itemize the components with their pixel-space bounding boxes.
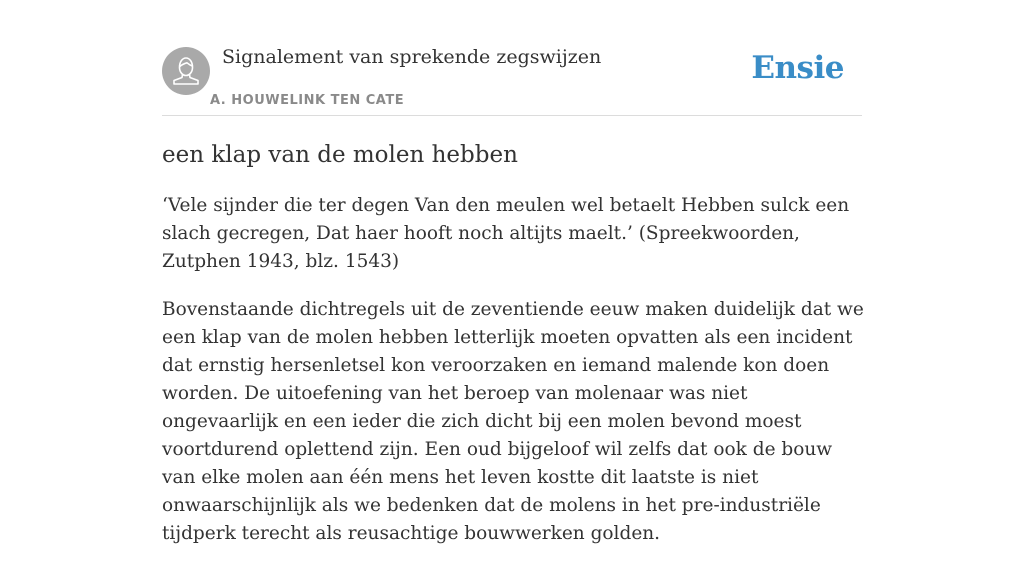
article-content bbox=[162, 138, 867, 568]
book-title[interactable]: Signalement van sprekende zegswijzen bbox=[222, 46, 602, 68]
author-name[interactable]: A. HOUWELINK TEN CATE bbox=[210, 93, 405, 108]
header bbox=[162, 36, 862, 116]
article-paragraph-quote: ‘Vele sijnder die ter degen Van den meulen wel betaelt Hebben sulck een slach gecregen, Dat haer hooft noch altijts maelt.’ (Spreekwoorden, Zutphen 1943, blz. 1543) bbox=[162, 195, 850, 272]
article-title: een klap van de molen hebben bbox=[162, 142, 518, 168]
author-avatar[interactable] bbox=[162, 47, 210, 95]
article-paragraph-body: Bovenstaande dichtregels uit de zeventiende eeuw maken duidelijk dat we een klap van de molen hebben letterlijk moeten opvatten als een incident dat ernstig hersenletsel kon veroorzaken en iemand malende kon doen worden. De uitoefening van het beroep van molenaar was niet ongevaarlijk en een ieder die zich dicht bij een molen bevond moest voortdurend oplettend zijn. Een oud bijgeloof wil zelfs dat ook de bouw van elke molen aan één mens het leven kostte dit laatste is niet onwaarschijnlijk als we bedenken dat de molens in het pre-industriële tijdperk terecht als reusachtige bouwwerken golden. bbox=[162, 299, 864, 544]
user-silhouette-icon bbox=[162, 47, 210, 95]
ensie-logo[interactable]: Ensie bbox=[751, 50, 844, 86]
